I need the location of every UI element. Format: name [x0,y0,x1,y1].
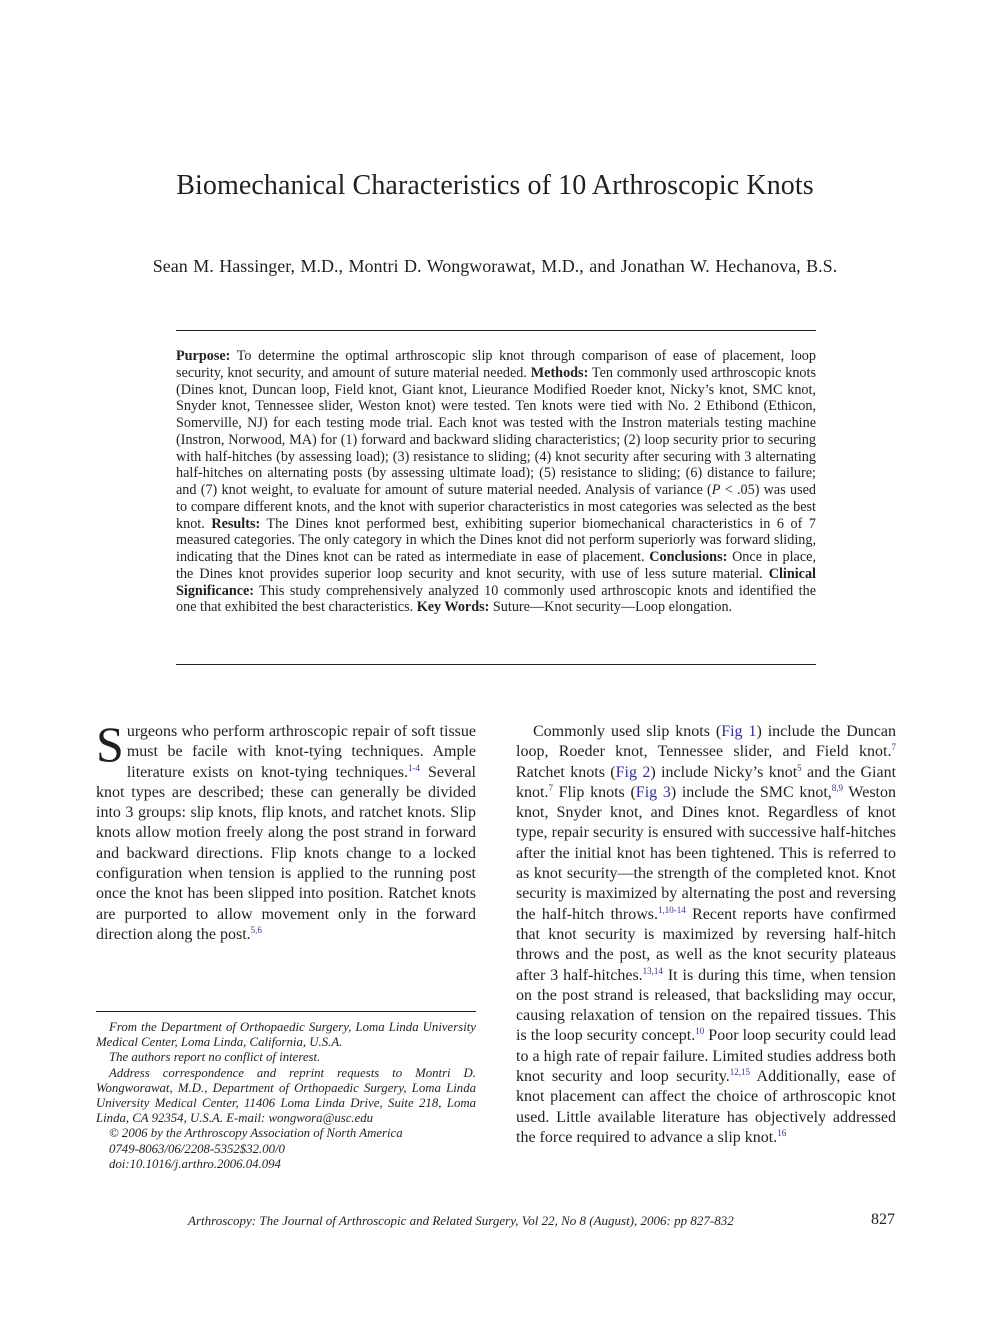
body-text: Flip knots ( [552,783,636,801]
citation-link[interactable]: 13,14 [642,965,663,976]
citation-link[interactable]: 1,10-14 [658,904,686,915]
journal-citation: Arthroscopy: The Journal of Arthroscopic and Related Surgery, Vol 22, No 8 (August), 2006: pp 827-832 [188,1213,734,1228]
footnote-affiliation: From the Department of Orthopaedic Surgery, Loma Linda University Medical Center, Loma Linda, California, U.S.A. [96,1020,476,1050]
abstract-purpose-label: Purpose: [176,348,231,364]
article-title: Biomechanical Characteristics of 10 Arthroscopic Knots [176,170,814,201]
citation-link[interactable]: 7 [548,782,553,793]
citation-link[interactable]: 5,6 [250,924,262,935]
citation-link[interactable]: 5 [797,762,802,773]
intro-paragraph [96,716,476,945]
article-authors: Sean M. Hassinger, M.D., Montri D. Wongworawat, M.D., and Jonathan W. Hechanova, B.S. [152,256,838,276]
abstract-keywords-label: Key Words: [416,599,490,616]
citation-link[interactable]: 8,9 [831,782,844,793]
body-text: and the Giant knot. [516,763,897,801]
abstract-methods-label: Methods: [530,364,589,381]
abstract-purpose-text: To determine the optimal arthroscopic slip knot through comparison of ease of placement, loop security, knot security, and amount of suture material needed. [176,348,816,381]
figure-link-3[interactable]: Fig 3 [635,783,671,801]
abstract-conclusions-label: Conclusions: [649,549,728,565]
figure-link-1[interactable]: Fig 1 [721,723,757,740]
page-number: 827 [871,1211,895,1228]
abstract-significance-label: Clinical Significance: [176,565,816,599]
abstract [176,348,816,616]
citation-link[interactable]: 1-4 [408,762,421,773]
citation-link[interactable]: 7 [891,742,896,753]
intro-text: urgeons who perform arthroscopic repair of soft tissue must be facile with knot-tying techniques. Ample literature exists on knot-tying techniques. [126,723,476,781]
body-text: Ratchet knots ( [516,763,616,781]
body-text: ) include the SMC knot, [670,783,832,801]
body-text: Weston knot, Snyder knot, and Dines knot. Regardless of knot type, repair security is ensured with successive half-hitches after the initial knot has been tightened. This is referred to as knot security—the strength of the completed knot. Knot security is maximized by alternating the post and reversing the half-hitch throws. [516,783,897,923]
body-text: ) include Nicky’s knot [650,763,798,781]
citation-link[interactable]: 12,15 [729,1067,751,1078]
citation-link[interactable]: 16 [777,1127,787,1138]
abstract-results-text: The Dines knot performed best, exhibiting superior biomechanical characteristics in 6 of 7 measured categories. The only category in which the Dines knot did not perform superiorly was forward sliding, indicating that the Dines knot can be rated as intermediate in ease of placement. [176,515,816,565]
abstract-p-symbol: P [711,482,721,498]
abstract-keywords-text: Suture—Knot security—Loop elongation. [489,599,733,616]
abstract-top-rule [176,330,816,331]
footnote-issn: 0749-8063/06/2208-5352$32.00/0 [109,1141,285,1156]
body-paragraph [516,722,896,1148]
body-text: Commonly used slip knots ( [533,723,722,740]
footnote-doi: doi:10.1016/j.arthro.2006.04.094 [109,1156,281,1171]
body-column-right [516,722,896,1148]
abstract-results-label: Results: [211,515,261,532]
footnotes [96,1020,476,1172]
footnote-conflict: The authors report no conflict of interest. [109,1050,321,1065]
body-text: Additionally, ease of knot placement can affect the choice of arthroscopic knot used. Little available literature has objectively addressed the force required to advance a slip knot. [516,1068,896,1146]
intro-text: Several knot types are described; these can generally be divided into 3 groups: slip knots, flip knots, and ratchet knots. Slip knots allow motion freely along the post strand in forward and backward directions. Flip knots change to a locked configuration when tension is applied to the running post once the knot has been slipped into position. Ratchet knots are purported to allow movement only in the forward direction along the post. [96,763,476,943]
footnote-copyright: © 2006 by the Arthroscopy Association of North America [109,1126,403,1141]
abstract-bottom-rule [176,664,816,665]
footnote-rule [96,1011,476,1012]
body-text: Recent reports have confirmed that knot security is maximized by reversing half-hitch throws and the post, as well as the knot security plateaus after 3 half-hitches. [516,905,896,984]
body-text: It is during this time, when tension on the post strand is released, that backsliding may occur, causing relaxation of tension on the repaired tissues. This is the loop security concept. [516,966,896,1045]
abstract-methods-text-cont: < .05) was used to compare different knots, and the knot with superior characteristics in most categories was selected as the best knot. [176,482,817,532]
body-text: Poor loop security could lead to a high rate of repair failure. Limited studies address both knot security and loop security. [516,1027,896,1086]
abstract-methods-text: Ten commonly used arthroscopic knots (Dines knot, Duncan loop, Field knot, Giant knot, Lieurance Modified Roeder knot, Nicky’s knot, SMC knot, Snyder knot, Tennessee slider, Weston knot) were tested. Ten knots were tied with No. 2 Ethibond (Ethicon, Somerville, NJ) for each testing mode trial. Each knot was tested with the Instron materials testing machine (Instron, Norwood, MA) for (1) forward and backward sliding characteristics; (2) loop security prior to securing with half-hitches (by assessing load); (3) resistance to sliding; (4) knot security after securing with 3 alternating half-hitches on alternating posts (by assessing ultimate load); (5) resistance to sliding; (6) distance to failure; and (7) knot weight, to evaluate for amount of suture material needed. Analysis of variance ( [176,364,816,498]
body-column-left [96,716,476,945]
footnote-correspondence: Address correspondence and reprint requests to Montri D. Wongworawat, M.D., Department of Orthopaedic Surgery, Loma Linda University Medical Center, 11406 Loma Linda Drive, Suite 218, Loma Linda, CA 92354, U.S.A. E-mail: wongwora@usc.edu [96,1065,476,1126]
figure-link-2[interactable]: Fig 2 [615,763,651,781]
abstract-significance-text: This study comprehensively analyzed 10 commonly used arthroscopic knots and identified the one that exhibited the best characteristics. [176,582,816,616]
abstract-conclusions-text: Once in place, the Dines knot provides superior loop security and knot security, with use of less suture material. [176,549,816,582]
body-text: ) include the Duncan loop, Roeder knot, Tennessee slider, and Field knot. [516,723,896,761]
citation-link[interactable]: 10 [695,1026,705,1037]
drop-cap: S [96,716,124,772]
